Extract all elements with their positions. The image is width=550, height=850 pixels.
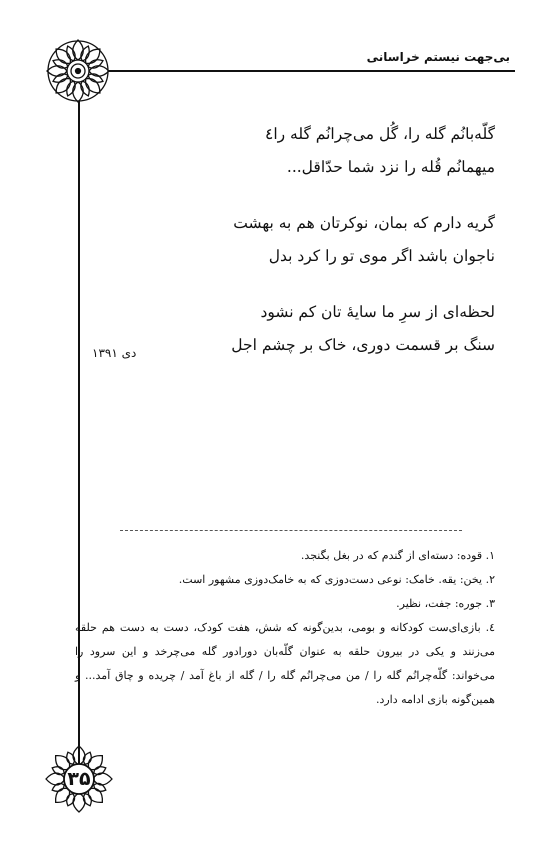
verse-line: گلّه‌بانُم گله را، گُل می‌چرانُم گله را٤ — [264, 125, 495, 143]
footnotes — [75, 544, 495, 712]
verse-line: سنگ بر قسمت دوری، خاک بر چشم اجل — [231, 336, 495, 354]
poem-date: دی ۱۳۹۱ — [92, 346, 137, 360]
stanza — [165, 296, 495, 362]
footnote: ۳. جوره: جفت، نظیر. — [396, 597, 495, 610]
stanza — [165, 118, 495, 184]
footnote-separator — [120, 530, 462, 531]
verse-line: لحظه‌ای از سرِ ما سایهٔ تان کم نشود — [260, 303, 495, 321]
footnote: ٤. بازی‌ای‌ست کودکانه و بومی، بدین‌گونه که شش، هفت کودک، دست به دست هم حلقه می‌زنند و یکی در بیرون حلقه به عنوان گلّه‌بان دورادور گله می‌چرخد و این سرود را می‌خواند: گلّه‌چرانُم گله را / من می‌چرانُم گله را / گله از باغ آمد / چریده و چاق آمد... و همین‌گونه بازی ادامه دارد. — [75, 621, 495, 706]
page-number: ۳۵ — [67, 768, 91, 790]
poem — [165, 118, 495, 385]
verse-line: گریه دارم که بمان، نوکرتان هم به بهشت — [233, 214, 495, 232]
header-rule — [78, 70, 515, 72]
verse-line: ناجوان باشد اگر موی تو را کرد بدل — [268, 247, 495, 265]
stanza — [165, 207, 495, 273]
running-title: بی‌جهت نیستم خراسانی — [366, 50, 510, 64]
rosette-ornament-icon — [45, 38, 111, 104]
footnote: ۲. یخن: یقه. خامک: نوعی دست‌دوزی که به خامک‌دوزی مشهور است. — [178, 573, 495, 586]
verse-line: میهمانُم قُله را نزد شما حدّاقل... — [286, 158, 495, 176]
footnote: ۱. قوده: دسته‌ای از گندم که در بغل بگنجد. — [300, 549, 495, 562]
